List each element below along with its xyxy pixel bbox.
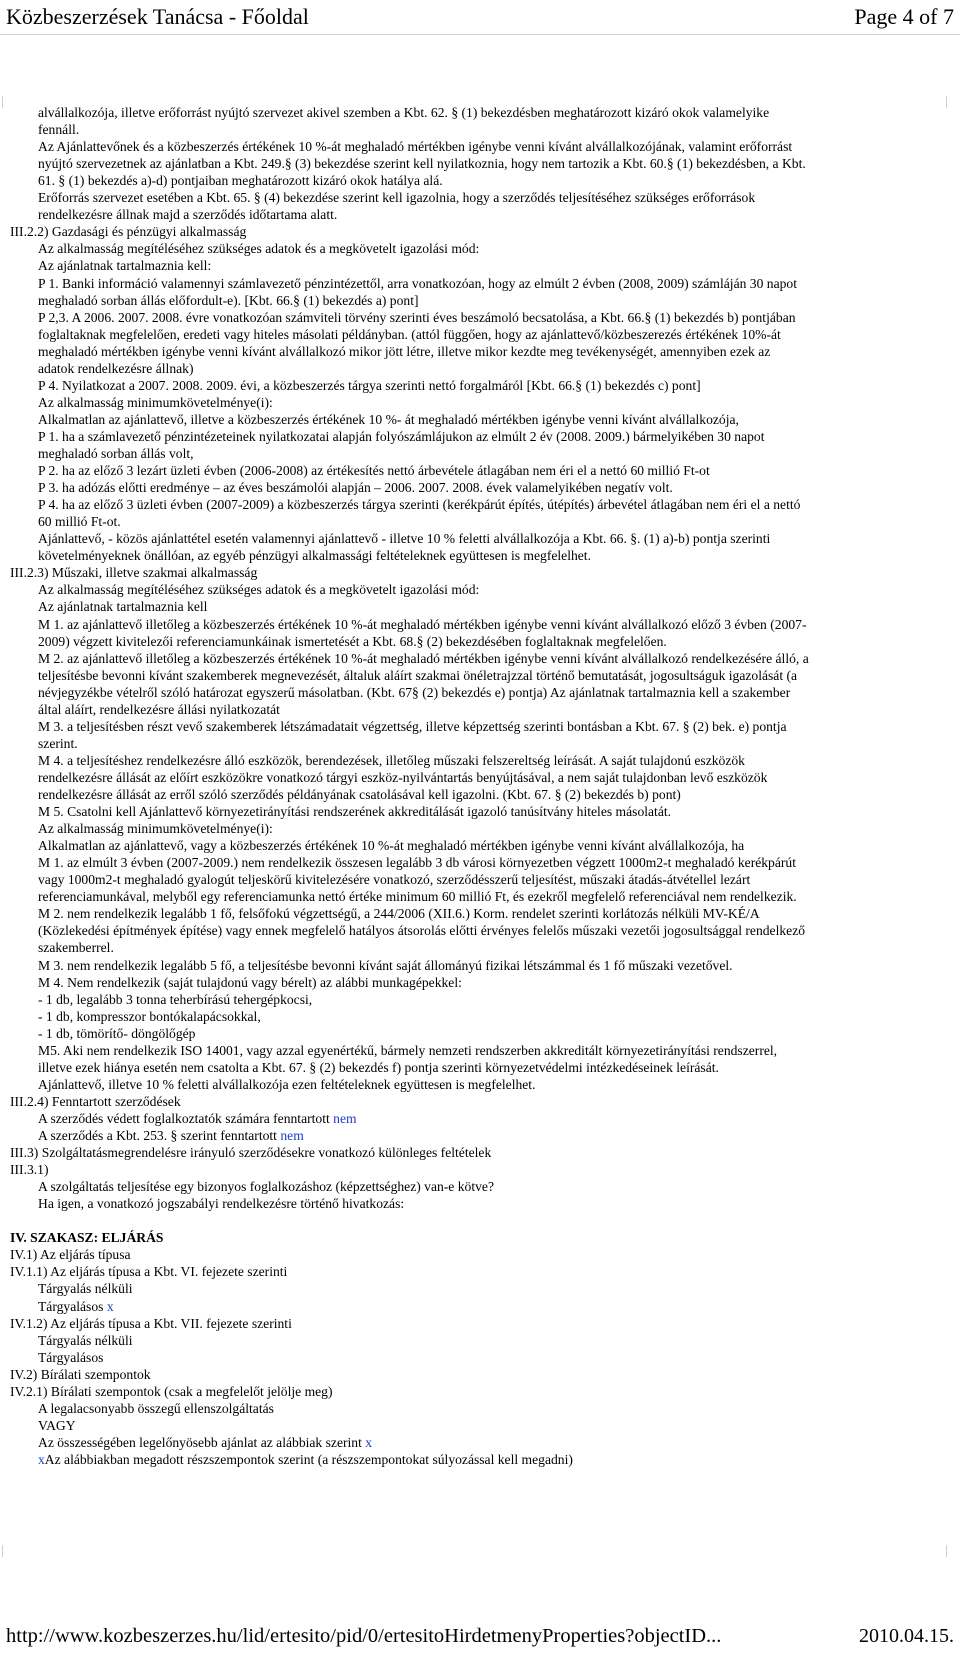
line-text: Ajánlattevő, - közös ajánlattétel esetén valamennyi ajánlattevő - illetve 10 % feletti alvállalkozója a Kbt. 66. §. (1) a)-b) pontja szerinti (38, 531, 771, 547)
line-text: Az ajánlatnak tartalmaznia kell: (38, 258, 212, 274)
line-text: IV.1) Az eljárás típusa (10, 1247, 131, 1263)
line-text: - 1 db, tömörítő- döngölőgép (38, 1025, 196, 1041)
text-line (38, 530, 770, 547)
text-line (38, 513, 121, 530)
text-line (38, 138, 792, 155)
text-line (38, 633, 667, 650)
field-value: nem (333, 1110, 357, 1126)
text-line (38, 769, 767, 786)
line-text: rendelkezésre állnak majd a szerződés időtartama alatt. (38, 207, 338, 223)
text-line (10, 1366, 151, 1383)
line-text: Az összességében legelőnyösebb ajánlat az alábbiak szerint (38, 1434, 366, 1450)
text-line (38, 240, 479, 257)
line-text: meghaladó mértékben igénybe venni kívánt alvállalkozó mikor jött létre, illetve mikor kezdte meg tevékenységét, amennyiben ezek az (38, 343, 771, 359)
text-line (38, 309, 796, 326)
text-line (38, 598, 207, 615)
text-line (38, 854, 796, 871)
text-line (10, 1144, 491, 1161)
text-line (38, 104, 769, 121)
line-text: Ajánlattevő, illetve 10 % feletti alvállalkozója ezen feltételeknek együttesen is megfelelhet. (38, 1076, 536, 1092)
line-text: A szerződés a Kbt. 253. § szerint fenntartott (38, 1128, 281, 1143)
line-text: Alkalmatlan az ajánlattevő, vagy a közbeszerzés értékének 10 %-át meghaladó mértékben igénybe venni kívánt alvállalkozója, ha (38, 838, 745, 854)
footer-url: http://www.kozbeszerzes.hu/lid/ertesito/pid/0/ertesitoHirdetmenyProperties?objectID... (6, 1624, 722, 1647)
line-text: foglaltaknak megfelelően, eredeti vagy hiteles másolati példányban. (attól függően, hogy az ajánlattevő/közbeszerezés értékének 10%-át (38, 326, 781, 342)
text-line (38, 479, 673, 496)
line-text: (Közlekedési építmények építése) vagy ennek megfelelő hatályos átsorolás előtti érvényes felelős műszaki vezetői jogosultsággal rendelkező (38, 923, 806, 939)
text-line (38, 1195, 404, 1212)
text-line (38, 786, 681, 803)
page-header (6, 2, 954, 32)
line-text: illetve ezek hiánya esetén nem csatolta a Kbt. 67. § (2) bekezdés f) pontja szerinti környezetvédelmi intézkedéseinek leírását. (38, 1059, 719, 1075)
line-text: Erőforrás szervezet esetében a Kbt. 65. § (4) bekezdése szerint kell igazolnia, hogy a szerződés teljesítéséhez szükséges erőforrások (38, 190, 756, 206)
line-text: IV.2.1) Bírálati szempontok (csak a megfelelőt jelölje meg) (10, 1383, 333, 1399)
text-line (38, 684, 790, 701)
text-line (38, 377, 701, 394)
text-line (38, 667, 797, 684)
line-text: szerint. (38, 735, 78, 751)
line-text: A legalacsonyabb összegű ellenszolgáltatás (38, 1400, 274, 1416)
line-text: Tárgyalás nélküli (38, 1281, 133, 1297)
text-line (38, 957, 733, 974)
line-text: meghaladó sorban állás volt, (38, 446, 194, 461)
text-line (38, 547, 591, 564)
right-border-bottom (946, 1545, 947, 1557)
line-text: P 4. ha az előző 3 üzleti évben (2007-2009) a közbeszerzés tárgya szerinti (kerékpárút építés, útépítés) árbevétel átlagában nem éri el a nettó (38, 497, 801, 513)
line-text: P 1. ha a számlavezető pénzintézeteinek nyilatkozatai alapján folyószámlájukon az elmúlt 2 év (2008. 2009.) bármelyikében 30 napot (38, 428, 765, 444)
line-text: III.2.3) Műszaki, illetve szakmai alkalmasság (10, 565, 258, 581)
text-line (10, 1229, 163, 1246)
text-line (38, 1400, 274, 1417)
line-text: VAGY (38, 1417, 76, 1433)
line-text: teljesítésbe bevonni kívánt szakemberek megnevezését, általuk aláírt szakmai önéletrajzzal történő bemutatását, jogosultságuk igazolását (a (38, 667, 798, 683)
text-line (38, 1178, 494, 1195)
line-text: Tárgyalás nélküli (38, 1332, 133, 1348)
line-text: A szerződés védett foglalkoztatók számára fenntartott (38, 1110, 334, 1126)
line-text: 2009) végzett kivitelezői referenciamunkáinak ismertetését a Kbt. 68.§ (2) bekezdésében foglaltaknak megfelelően. (38, 633, 667, 649)
text-line (38, 1417, 76, 1434)
line-text: által aláírt, rendelkezésre állási nyilatkozatát (38, 701, 280, 717)
text-line (38, 922, 805, 939)
text-line (38, 292, 419, 309)
line-text: rendelkezésre állását az erről szóló szerződés példányának csatolásával kell igazolni. (Kbt. 67. § (2) bekezdés b) pont) (38, 787, 681, 802)
line-text: M 5. Csatolni kell Ajánlattevő környezetirányítási rendszerének akkreditálását igazoló tanúsítvány hiteles másolatát. (38, 804, 672, 820)
text-line (38, 581, 479, 598)
text-line (38, 394, 273, 411)
left-border-top (2, 96, 3, 108)
text-line (38, 735, 78, 752)
line-text: Ha igen, a vonatkozó jogszabályi rendelkezésre történő hivatkozás: (38, 1196, 405, 1212)
line-text: névjegyzékbe vételről szóló határozat egyszerű másolatban. (Kbt. 67§ (2) bekezdés e) pontja) Az ajánlatnak tartalmaznia kell a szakember (38, 684, 791, 700)
line-text: M 2. az ajánlattevő illetőleg a közbeszerzés értékének 10 %-át meghaladó mértékben igénybe venni kívánt alvállalkozó rendelkezésére álló, a (38, 650, 809, 666)
line-text: III.2.4) Fenntartott szerződések (10, 1093, 181, 1109)
line-text: P 2. ha az előző 3 lezárt üzleti évben (2006-2008) az értékesítés nettó árbevétele átlagában nem éri el a nettó 60 millió Ft-ot (38, 463, 710, 479)
line-text: szakemberrel. (38, 940, 114, 956)
field-value: x (365, 1434, 373, 1450)
text-line (38, 1280, 133, 1297)
line-text: 61. § (1) bekezdés a)-d) pontjaiban meghatározott kizáró okok hatálya alá. (38, 173, 443, 189)
text-line (10, 1315, 292, 1332)
field-value: x (106, 1298, 114, 1314)
text-line (38, 718, 787, 735)
line-text: Az alkalmasság megítéléséhez szükséges adatok és a megkövetelt igazolási mód: (38, 241, 480, 257)
text-line (38, 206, 337, 223)
text-line (38, 257, 211, 274)
page-footer (6, 1622, 954, 1650)
text-line (38, 189, 755, 206)
line-text: M 4. Nem rendelkezik (saját tulajdonú vagy bérelt) az alábbi munkagépekkel: (38, 974, 462, 990)
text-line (38, 616, 807, 633)
text-line (38, 360, 194, 377)
line-text: - 1 db, legalább 3 tonna teherbírású tehergépkocsi, (38, 991, 313, 1007)
text-line (38, 905, 760, 922)
line-text: nyújtó szervezetnek az ajánlatban a Kbt. 249.§ (3) bekezdése szerint kell nyilatkoznia, hogy nem tartozik a Kbt. 60.§ (1) bekezdésben, a Kbt. (38, 156, 806, 172)
line-text: Az alkalmasság minimumkövetelménye(i): (38, 821, 273, 837)
line-text: IV. SZAKASZ: ELJÁRÁS (10, 1230, 164, 1246)
line-text: P 4. Nyilatkozat a 2007. 2008. 2009. évi, a közbeszerzés tárgya szerinti nettó forgalmáról [Kbt. 66.§ (1) bekezdés c) pont] (38, 377, 701, 393)
text-line (38, 701, 280, 718)
line-text: M 3. a teljesítésben részt vevő szakemberek létszámadatait végzettség, illetve képzettség szerinti bontásban a Kbt. 67. § (2) bek. e) pontja (38, 718, 787, 734)
header-page-number: Page 4 of 7 (854, 4, 954, 29)
text-line (10, 564, 257, 581)
text-line (38, 1042, 777, 1059)
line-text: M 3. nem rendelkezik legalább 5 fő, a teljesítésbe bevonni kívánt saját állományú fizikai létszámmal és 1 fő műszaki vezetővel. (38, 957, 733, 973)
line-text: P 3. ha adózás előtti eredménye – az éves beszámolói alapján – 2006. 2007. 2008. évek valamelyikében negatív volt. (38, 480, 673, 496)
header-title: Közbeszerzések Tanácsa - Főoldal (6, 4, 309, 29)
text-line (38, 343, 770, 360)
field-value: nem (280, 1128, 304, 1143)
line-text: rendelkezésre állását az előírt eszközökre vonatkozó tárgyi eszköz-nyilvántartás benyújtásával, a nem saját tulajdonban levő eszközök (38, 769, 768, 785)
text-line (38, 462, 710, 479)
line-text: Az alábbiakban megadott részszempontok szerint (a részszempontokat súlyozással kell megadni) (44, 1451, 573, 1467)
left-border-bottom (2, 1545, 3, 1557)
text-line (10, 1263, 287, 1280)
text-line (38, 1349, 103, 1366)
line-text: IV.2) Bírálati szempontok (10, 1366, 151, 1382)
text-line (38, 121, 79, 138)
text-line (38, 871, 750, 888)
text-line (10, 1093, 181, 1110)
line-text: IV.1.2) Az eljárás típusa a Kbt. VII. fejezete szerinti (10, 1315, 292, 1331)
text-line (38, 496, 800, 513)
text-line (38, 1298, 114, 1315)
line-text: P 2,3. A 2006. 2007. 2008. évre vonatkozóan számviteli törvény szerinti éves beszámoló becsatolása, a Kbt. 66.§ (1) bekezdés b) pontjában (38, 309, 796, 325)
text-line (38, 1434, 372, 1451)
line-text: A szolgáltatás teljesítése egy bizonyos foglalkozáshoz (képzettséghez) van-e kötve? (38, 1179, 494, 1195)
line-text: M 1. az elmúlt 3 évben (2007-2009.) nem rendelkezik összesen legalább 3 db városi környezetben végzett 1000m2-t meghaladó kerékpárút (38, 855, 796, 871)
line-text: Tárgyalásos (38, 1298, 107, 1314)
footer-date: 2010.04.15. (859, 1624, 954, 1647)
text-line (38, 650, 809, 667)
text-line (38, 155, 806, 172)
text-line (38, 1451, 573, 1468)
line-text: referenciamunkával, melyből egy referenciamunka nettó értéke minimum 60 millió Ft, és ezekről megfelelő referenciával nem rendelkezik. (38, 889, 797, 905)
line-text: meghaladó sorban állás előfordult-e). [Kbt. 66.§ (1) bekezdés a) pont] (38, 292, 419, 308)
line-text: Az Ajánlattevőnek és a közbeszerzés értékének 10 %-át meghaladó mértékben igénybe venni kívánt alvállalkozójának, valamint erőforrást (38, 139, 793, 155)
text-line (10, 1383, 333, 1400)
text-line (38, 1059, 719, 1076)
line-text: adatok rendelkezésre állnak) (38, 360, 194, 376)
line-text: - 1 db, kompresszor bontókalapácsokkal, (38, 1008, 261, 1024)
text-line (38, 888, 797, 905)
text-line (38, 803, 671, 820)
line-text: Tárgyalásos (38, 1349, 104, 1365)
text-line (38, 939, 114, 956)
line-text: fennáll. (38, 122, 80, 138)
line-text: III.3) Szolgáltatásmegrendelésre irányuló szerződésekre vonatkozó különleges feltételek (10, 1145, 492, 1161)
text-line (38, 428, 765, 445)
text-line (38, 820, 273, 837)
line-text: vagy 1000m2-t meghaladó gyalogút teljeskörű kivitelezésére vonatkozó, szerződésszerű teljesítést, műszaki átadás-átvétellel lezárt (38, 872, 751, 888)
selected-mark: x (38, 1451, 45, 1467)
right-border-top (946, 96, 947, 108)
text-line (38, 172, 443, 189)
line-text: Az alkalmasság megítéléséhez szükséges adatok és a megkövetelt igazolási mód: (38, 582, 480, 598)
text-line (38, 752, 745, 769)
line-text: Alkalmatlan az ajánlattevő, illetve a közbeszerzés értékének 10 %- át meghaladó mértékben igénybe venni kívánt alvállalkozója, (38, 411, 739, 427)
line-text: M 2. nem rendelkezik legalább 1 fő, felsőfokú végzettségű, a 244/2006 (XII.6.) Korm. rendelet szerinti korlátozás nélküli MV-KÉ/A (38, 906, 760, 922)
text-line (10, 1246, 131, 1263)
text-line (38, 326, 781, 343)
line-text: követelményeknek önállóan, az egyéb pénzügyi alkalmassági feltételeknek együttesen is megfelelhet. (38, 548, 591, 564)
header-divider (0, 34, 960, 35)
text-line (38, 445, 194, 462)
text-line (38, 1127, 304, 1144)
line-text: alvállalkozója, illetve erőforrást nyújtó szervezet akivel szemben a Kbt. 62. § (1) bekezdésben meghatározott kizáró okok valamelyike (38, 105, 770, 120)
text-line (38, 1008, 261, 1025)
text-line (38, 1110, 357, 1127)
text-line (38, 991, 312, 1008)
line-text: III.3.1) (10, 1162, 49, 1178)
line-text: M 1. az ajánlattevő illetőleg a közbeszerzés értékének 10 %-át meghaladó mértékben igénybe venni kívánt alvállalkozó előző 3 évben (2007- (38, 616, 807, 632)
line-text: Az alkalmasság minimumkövetelménye(i): (38, 394, 273, 410)
text-line (38, 1025, 195, 1042)
line-text: M5. Aki nem rendelkezik ISO 14001, vagy azzal egyenértékű, bármely nemzeti rendszerben akkreditált környezetirányítási rendszerrel, (38, 1042, 778, 1058)
text-line (38, 411, 739, 428)
text-line (38, 275, 797, 292)
line-text: M 4. a teljesítéshez rendelkezésre álló eszközök, berendezések, illetőleg műszaki felszereltség leírását. A saját tulajdonú eszközök (38, 752, 745, 768)
text-line (38, 837, 744, 854)
text-line (38, 1076, 535, 1093)
line-text: IV.1.1) Az eljárás típusa a Kbt. VI. fejezete szerinti (10, 1264, 288, 1280)
text-line (38, 1332, 133, 1349)
text-line (38, 974, 462, 991)
text-line (10, 223, 246, 240)
line-text: P 1. Banki információ valamennyi számlavezető pénzintézettől, arra vonatkozóan, hogy az elmúlt 2 évben (2008, 2009) számláján 30 napot (38, 275, 797, 291)
line-text: 60 millió Ft-ot. (38, 514, 121, 530)
line-text: III.2.2) Gazdasági és pénzügyi alkalmasság (10, 224, 247, 240)
text-line (10, 1161, 49, 1178)
line-text: Az ajánlatnak tartalmaznia kell (38, 599, 208, 615)
